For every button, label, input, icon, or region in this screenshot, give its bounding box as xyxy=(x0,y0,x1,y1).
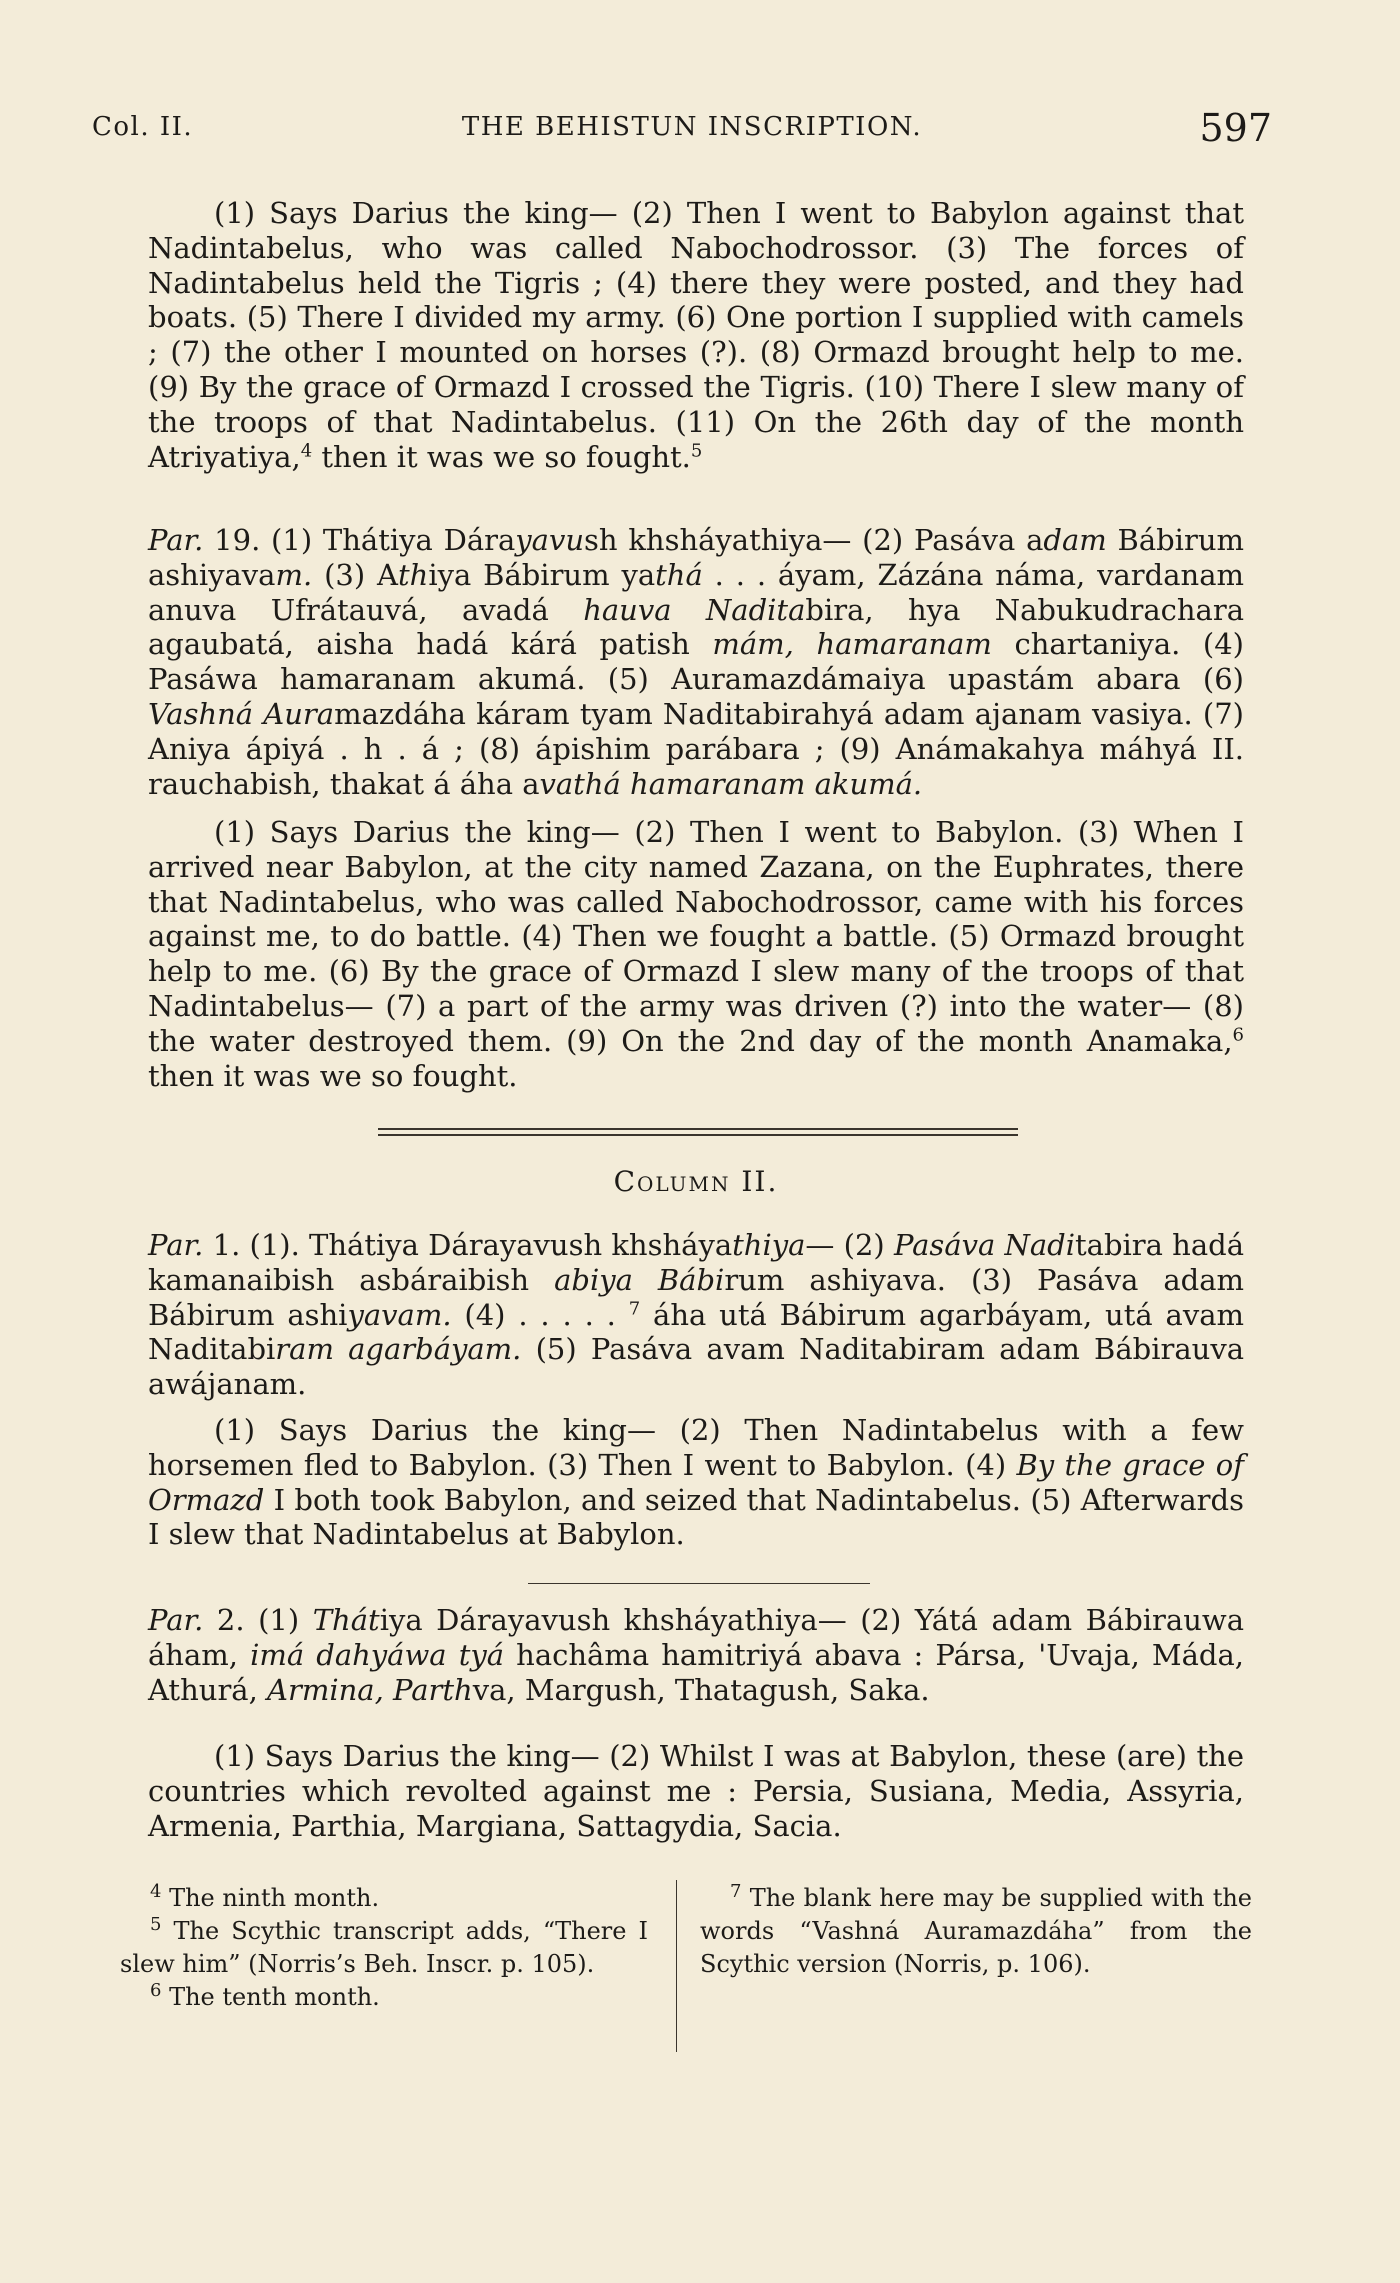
text-segment: 1. (1). Thátiya Dárayavush khsháya xyxy=(203,1228,733,1262)
paragraph-divider xyxy=(528,1583,870,1584)
paragraph-label: Par. xyxy=(148,1228,204,1262)
text-segment: iya Dárayavush khsháyathiya— (2) Yátá adam Bábirauwa áham, xyxy=(148,1603,1245,1672)
footnote-mark: 4 xyxy=(150,1881,162,1902)
text-segment: 2. (1) xyxy=(203,1603,313,1637)
running-header xyxy=(92,106,1272,162)
text-segment: . . . áyam, Zázána náma, vardanam anuva Ufrátauvá, avadá xyxy=(148,557,1244,627)
italic-segment: Thát xyxy=(312,1603,380,1637)
running-title: THE BEHISTUN INSCRIPTION. xyxy=(461,112,923,142)
footnote-ref: 4 xyxy=(300,439,313,461)
footnote-mark: 7 xyxy=(730,1881,742,1902)
translation-text: then it was we so fought. xyxy=(148,1058,518,1093)
text-segment: — (2) xyxy=(805,1228,894,1262)
italic-segment: Armina, Parth xyxy=(267,1672,473,1707)
text-segment: bira, hya Nabukudrachara agaubatá, aisha hadá kárá patish xyxy=(148,592,1244,662)
persian-paragraph-19 xyxy=(148,523,1244,801)
footnote-4 xyxy=(120,1882,648,1915)
translation-paragraph-1 xyxy=(148,196,1244,474)
translation-paragraph-19 xyxy=(148,815,1244,1093)
italic-segment: thiya xyxy=(732,1228,806,1262)
italic-segment: imá dahyáwa tyá xyxy=(250,1637,505,1672)
footnote-ref: 5 xyxy=(690,439,703,461)
footnote-ref: 6 xyxy=(1232,1024,1244,1046)
text-segment: (4) . . . . . xyxy=(451,1297,629,1332)
text-segment: sh khsháyathiya— (2) Pasáva a xyxy=(584,523,1044,557)
translation-text: (1) Says Darius the king— (2) Then I went to Babylon against that Nadintabelus, who was called Nabochodrossor. (3) The forces of Nadintabelus held the Tigris ; (4) there they were posted, and they had boats. (5) There I divided my army. (6) One portion I supplied with camels ; (7) the other I mounted on horses (?). (8) Ormazd brought help to me. (9) By the grace of Ormazd I crossed the Tigris. (10) There I slew many of the troops of that Nadintabelus. (11) On the 26th day of the month Atriyatiya, xyxy=(148,196,1244,474)
paragraph-label: Par. xyxy=(148,1603,204,1637)
italic-segment: mám, hamaranam xyxy=(712,627,992,662)
footnote-7 xyxy=(700,1882,1252,1981)
footnote-column-divider xyxy=(676,1880,677,2052)
italic-segment: Pasáva Nadi xyxy=(893,1228,1076,1262)
text-segment: tabira hadá kamanaibish asbáraibish xyxy=(148,1228,1244,1297)
footnote-6 xyxy=(120,1981,648,2014)
footnote-5 xyxy=(120,1915,648,1981)
text-segment: iya Bábirum ya xyxy=(428,557,656,592)
italic-segment: Vashná Aura xyxy=(148,696,335,731)
footnote-text: The tenth month. xyxy=(161,1983,380,2011)
italic-segment: ram agarbáyam. xyxy=(275,1332,522,1367)
italic-segment: th xyxy=(397,557,429,592)
text-segment: Bábirum ashiyava xyxy=(148,523,1244,592)
column-heading: Column II. xyxy=(613,1165,779,1198)
italic-segment: yavam. xyxy=(347,1297,452,1332)
translation-text: I both took Babylon, and seized that Nadintabelus. (5) Afterwards I slew that Nadintabelus at Babylon. xyxy=(148,1482,1244,1552)
footnote-text: The blank here may be supplied with the words “Vashná Auramazdáha” from the Scythic version (Norris, p. 106). xyxy=(700,1884,1252,1978)
italic-segment: m. xyxy=(275,557,313,592)
text-segment: rum ashiyava. (3) Pasáva adam Bábirum ashi xyxy=(148,1262,1244,1332)
italic-segment: hauva Nadita xyxy=(583,592,806,627)
text-segment: . rauchabish, thakat á áha a xyxy=(148,731,1244,801)
paragraph-label: Par. xyxy=(148,523,204,557)
translation-paragraph-2 xyxy=(148,1739,1244,1843)
column-marker: Col. II. xyxy=(92,112,194,142)
footnote-text: The Scythic transcript adds, “There I slew him” (Norris’s Beh. Inscr. p. 105). xyxy=(120,1917,648,1978)
section-divider xyxy=(378,1134,1018,1136)
text-segment: va, Margush, Thatagush, Saka. xyxy=(472,1672,930,1707)
text-segment: áha utá Bábirum agarbáyam, utá avam Naditabi xyxy=(148,1297,1244,1367)
translation-paragraph-1b xyxy=(148,1413,1244,1552)
text-segment: hachâma hamitriyá abava : Pársa, 'Uvaja, Máda, Athurá, xyxy=(148,1637,1244,1707)
text-segment: chartaniya. (4) Pasáwa hamaranam akumá. (5) Auramazdámaiya upastám abara (6) xyxy=(148,627,1244,697)
footnote-text: The ninth month. xyxy=(161,1884,380,1912)
text-segment: (5) Pasáva avam Naditabiram adam Bábirauva awájanam. xyxy=(148,1332,1245,1402)
text-segment: 19. (1) Thátiya Dára xyxy=(203,523,516,557)
footnote-mark: 6 xyxy=(150,1980,162,2001)
footnotes-left xyxy=(120,1882,648,2014)
translation-text: (1) Says Darius the king— (2) Then Nadintabelus with a few horsemen fled to Babylon. (3) Then I went to Babylon. (4) xyxy=(148,1413,1244,1482)
persian-paragraph-1 xyxy=(148,1228,1244,1402)
footnote-mark: 5 xyxy=(150,1914,162,1935)
footnotes-right xyxy=(700,1882,1252,1981)
italic-segment: vathá hamaranam akumá. xyxy=(539,766,923,801)
italic-segment: thá xyxy=(655,557,703,592)
persian-paragraph-2 xyxy=(148,1603,1244,1707)
text-segment: mazdáha káram tyam Naditabirahyá adam ajanam vasiya. (7) Aniya ápiyá . h . á ; (8) ápishim parábara ; (9) Anámakahya máhyá xyxy=(148,696,1244,766)
section-divider xyxy=(378,1128,1018,1130)
page-number: 597 xyxy=(1199,106,1272,150)
roman-numeral: II xyxy=(1211,731,1235,766)
text-segment: (3) A xyxy=(312,557,398,592)
italic-segment: yavu xyxy=(515,523,584,557)
italic-segment: dam xyxy=(1043,523,1107,557)
italic-segment: By the grace of Ormazd xyxy=(148,1447,1245,1517)
footnote-ref: 7 xyxy=(628,1297,641,1319)
translation-text: (1) Says Darius the king— (2) Then I went to Babylon. (3) When I arrived near Babylon, at the city named Zazana, on the Euphrates, there that Nadintabelus, who was called Nabochodrossor, came with his forces against me, to do battle. (4) Then we fought a battle. (5) Ormazd brought help to me. (6) By the grace of Ormazd I slew many of the troops of that Nadintabelus— (7) a part of the army was driven (?) into the water— (8) the water destroyed them. (9) On the 2nd day of the month Anamaka, xyxy=(148,815,1244,1058)
translation-text: (1) Says Darius the king— (2) Whilst I was at Babylon, these (are) the countries which revolted against me : Persia, Susiana, Media, Assyria, Armenia, Parthia, Margiana, Sattagydia, Sacia. xyxy=(148,1739,1244,1843)
italic-segment: abiya Bábi xyxy=(554,1262,725,1297)
translation-text: then it was we so fought. xyxy=(312,439,691,474)
